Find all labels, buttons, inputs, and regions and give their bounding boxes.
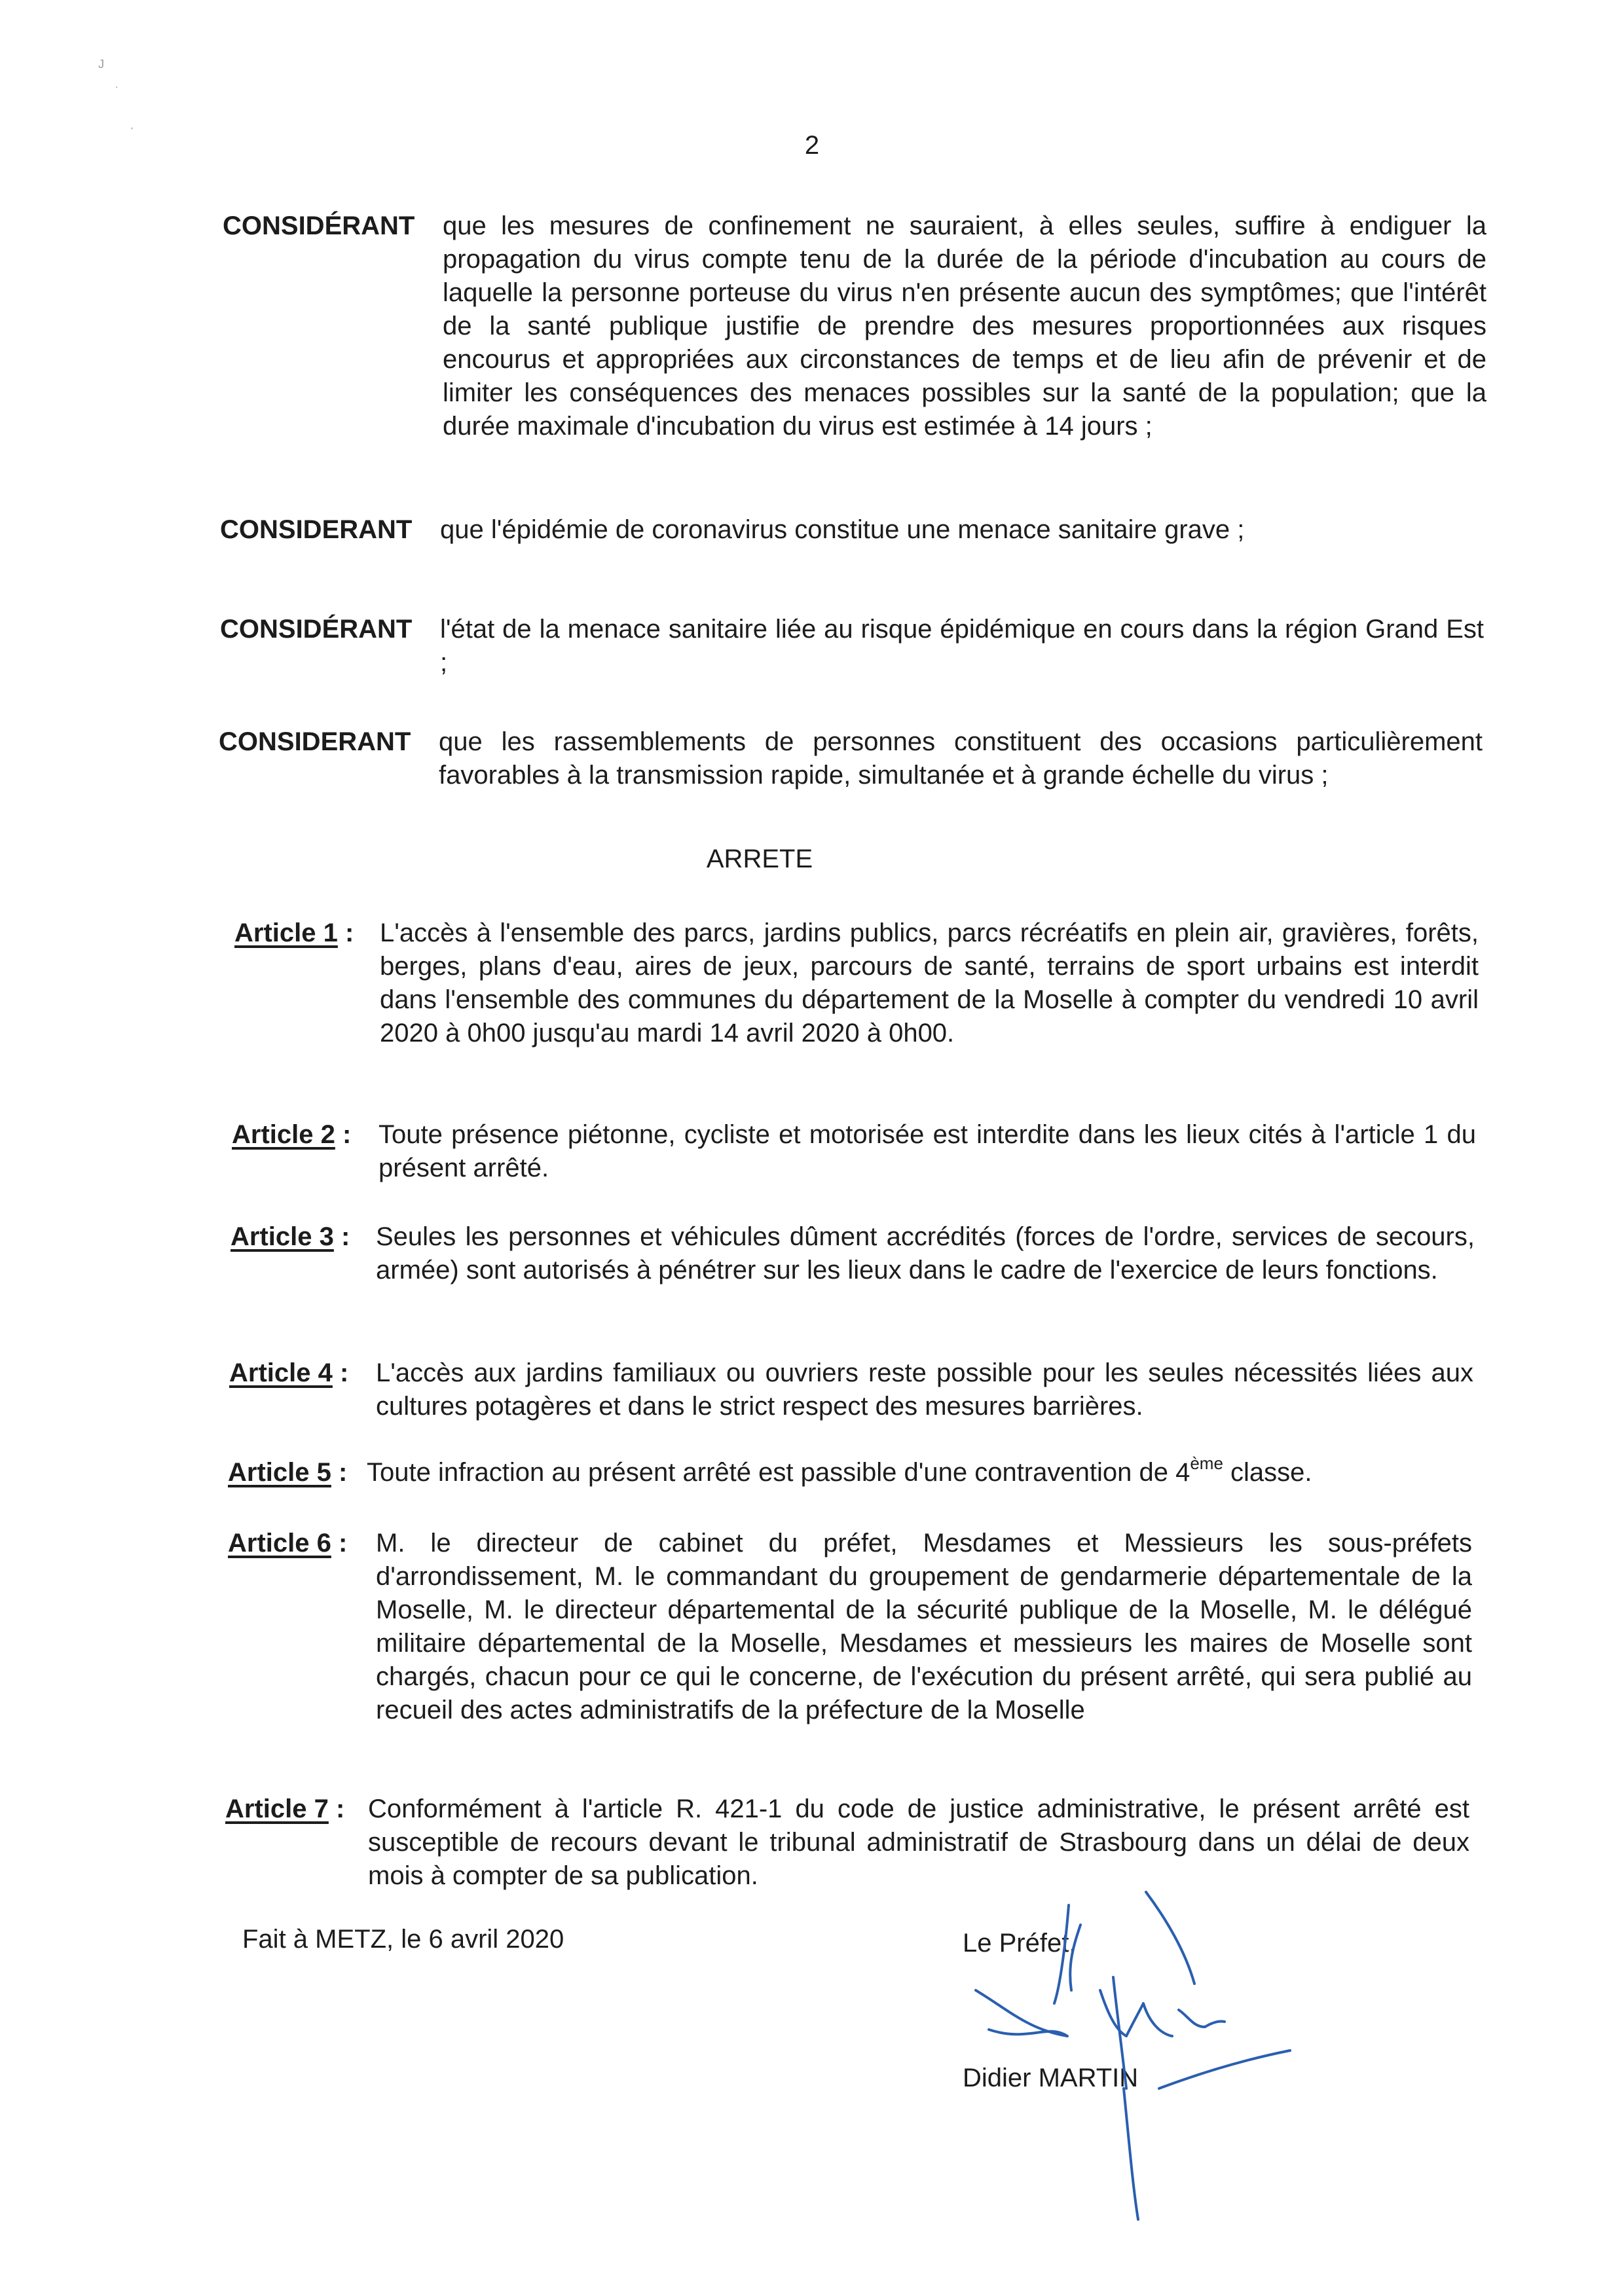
article-1 — [234, 917, 1479, 1050]
considerant-3 — [220, 613, 1484, 680]
signatory-name: Didier MARTIN — [963, 2064, 1139, 2092]
article-label: Article 4 — [229, 1358, 333, 1387]
article-separator: : — [341, 1222, 350, 1251]
page-number: 2 — [804, 131, 820, 160]
considerant-text: que les rassemblements de personnes constituent des occasions particulièrement favorables à la transmission rapide, simultanée et à grande échelle du virus ; — [439, 727, 1483, 790]
article-text-end: classe. — [1223, 1458, 1312, 1487]
ordinal-superscript: ème — [1190, 1453, 1223, 1473]
considerant-text: que l'épidémie de coronavirus constitue une menace sanitaire grave ; — [440, 515, 1245, 544]
sig-stroke — [1179, 2010, 1225, 2027]
article-text: Seules les personnes et véhicules dûment accrédités (forces de l'ordre, services de secours, armée) sont autorisés à pénétrer sur les lieux dans le cadre de l'exercice de leurs fonctions. — [376, 1222, 1475, 1285]
scan-mark: J — [98, 58, 104, 71]
sig-stroke — [976, 1990, 1067, 2036]
decision-title: ARRETE — [706, 845, 813, 873]
article-label: Article 6 — [228, 1529, 331, 1558]
article-text: M. le directeur de cabinet du préfet, Mesdames et Messieurs les sous-préfets d'arrondissement, M. le commandant du groupement de gendarmerie départementale de la Moselle, M. le directeur départemental de la sécurité publique de la Moselle, M. le délégué militaire départemental de la Moselle, Mesdames et messieurs les maires de Moselle sont chargés, chacun pour ce qui le concerne, de l'exécution du présent arrêté, qui sera publié au recueil des actes administratifs de la préfecture de la Moselle — [376, 1529, 1472, 1724]
signature-strokes — [976, 1892, 1290, 2219]
sig-stroke — [1113, 1977, 1126, 2088]
place-date: Fait à METZ, le 6 avril 2020 — [242, 1925, 564, 1954]
article-text: Conformément à l'article R. 421-1 du code de justice administrative, le présent arrêté est susceptible de recours devant le tribunal administratif de Strasbourg dans un délai de deux mois à compter de sa publication. — [368, 1795, 1469, 1890]
article-separator: : — [344, 919, 354, 947]
scan-mark: ˙ — [115, 85, 119, 98]
article-6 — [228, 1527, 1472, 1727]
sig-stroke — [1100, 1990, 1172, 2036]
handwritten-signature — [950, 1872, 1316, 2239]
scan-mark: ˏ — [130, 117, 134, 130]
article-label: Article 7 — [225, 1795, 329, 1823]
sig-stroke — [1070, 1925, 1080, 1990]
article-label: Article 5 — [228, 1458, 331, 1487]
considerant-label: CONSIDÉRANT — [220, 615, 413, 644]
considerant-2 — [220, 513, 1484, 547]
considerant-text: que les mesures de confinement ne sauraient, à elles seules, suffire à endiguer la propagation du virus compte tenu de la durée de la période d'incubation au cours de laquelle la personne porteuse du virus n'en présente aucun des symptômes; que l'intérêt de la santé publique justifie de prendre des mesures proportionnées aux risques encourus et appropriées aux circonstances de temps et de lieu afin de prévenir et de limiter les conséquences des menaces possibles sur la santé de la population; que la durée maximale d'incubation du virus est estimée à 14 jours ; — [443, 211, 1486, 441]
article-separator: : — [335, 1795, 345, 1823]
considerant-text: l'état de la menace sanitaire liée au risque épidémique en cours dans la région Grand Est ; — [440, 615, 1484, 677]
sig-stroke — [1159, 2050, 1290, 2088]
article-separator: : — [342, 1120, 352, 1149]
sig-stroke — [1146, 1892, 1194, 1984]
article-5 — [228, 1453, 1485, 1489]
article-4 — [229, 1357, 1473, 1423]
article-label: Article 2 — [232, 1120, 335, 1149]
article-2 — [232, 1118, 1476, 1185]
considerant-4 — [219, 725, 1483, 792]
article-label: Article 3 — [231, 1222, 334, 1251]
considerant-1 — [223, 210, 1486, 443]
article-3 — [231, 1220, 1475, 1287]
article-text: L'accès à l'ensemble des parcs, jardins publics, parcs récréatifs en plein air, gravières, forêts, berges, plans d'eau, aires de jeux, parcours de santé, terrains de sport urbains est interdit dans l'ensemble des communes du département de la Moselle à compter du vendredi 10 avril 2020 à 0h00 jusqu'au mardi 14 avril 2020 à 0h00. — [380, 919, 1479, 1048]
sig-stroke — [1124, 2088, 1138, 2219]
considerant-label: CONSIDÉRANT — [223, 211, 415, 240]
article-separator: : — [339, 1358, 349, 1387]
signatory-title: Le Préfet, — [963, 1929, 1077, 1958]
article-separator: : — [338, 1529, 348, 1558]
article-label: Article 1 — [234, 919, 338, 947]
article-text: Toute présence piétonne, cycliste et motorisée est interdite dans les lieux cités à l'article 1 du présent arrêté. — [378, 1120, 1476, 1182]
sig-stroke — [1054, 1905, 1069, 2003]
article-text: L'accès aux jardins familiaux ou ouvriers reste possible pour les seules nécessités liées aux cultures potagères et dans le strict respect des mesures barrières. — [376, 1358, 1473, 1421]
considerant-label: CONSIDERANT — [220, 515, 413, 544]
article-text: Toute infraction au présent arrêté est passible d'une contravention de 4 — [367, 1458, 1190, 1487]
considerant-label: CONSIDERANT — [219, 727, 411, 756]
article-separator: : — [338, 1458, 348, 1487]
